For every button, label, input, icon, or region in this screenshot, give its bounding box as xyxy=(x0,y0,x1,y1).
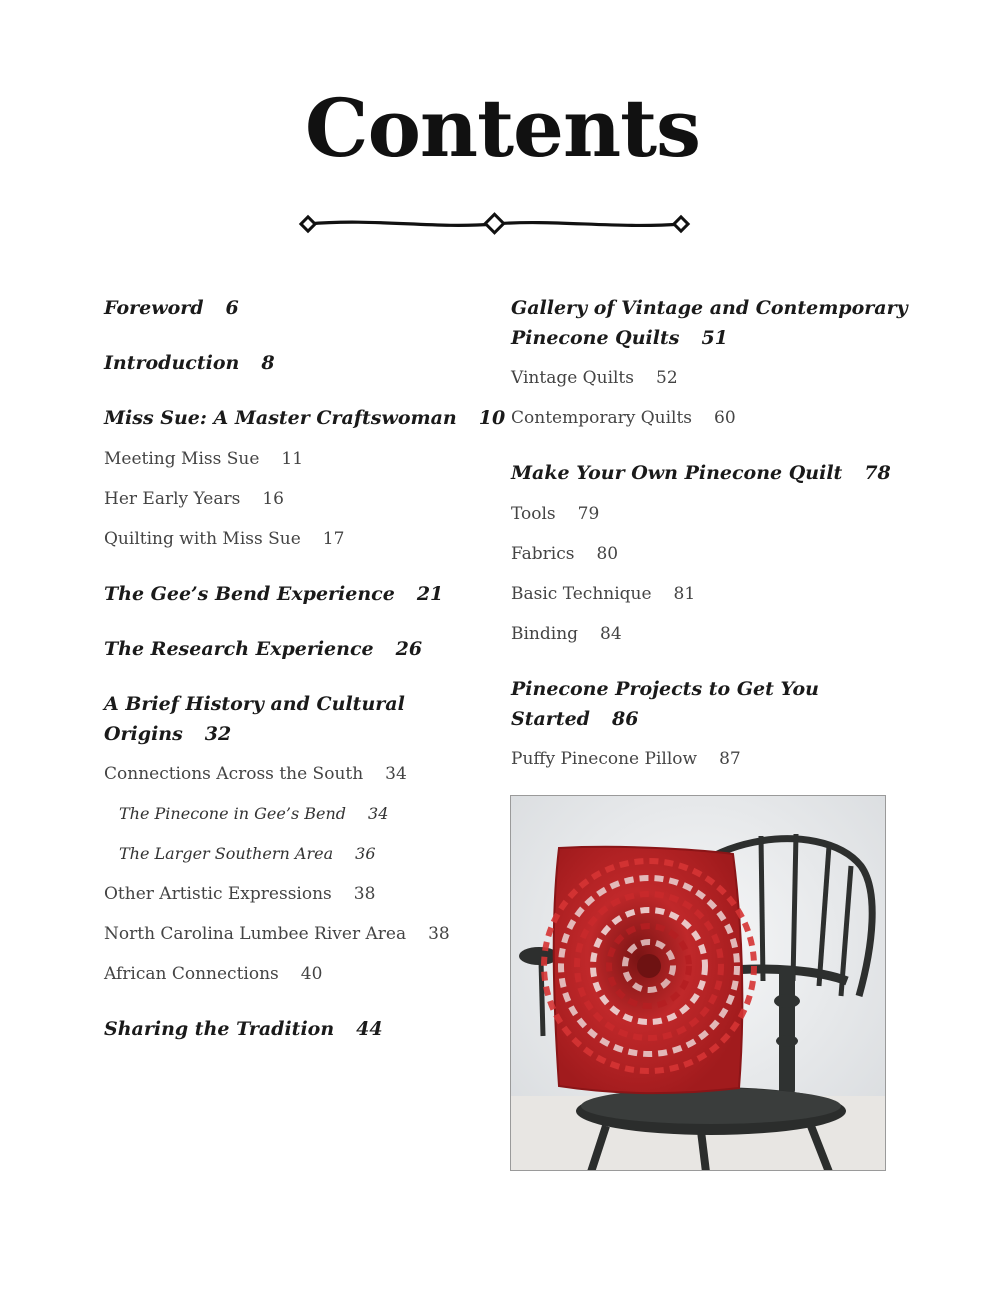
entry-title-line2: Origins xyxy=(104,723,183,745)
entry-page: 32 xyxy=(204,723,232,745)
entry-page: 86 xyxy=(611,708,639,730)
entry-title: Quilting with Miss Sue xyxy=(104,529,301,549)
toc-entry[interactable] xyxy=(104,527,344,551)
toc-entry[interactable] xyxy=(104,403,505,433)
entry-title: Other Artistic Expressions xyxy=(104,884,332,904)
ornament-divider xyxy=(294,209,696,239)
toc-entry[interactable] xyxy=(511,406,736,430)
toc-entry[interactable] xyxy=(511,502,599,526)
entry-page: 16 xyxy=(262,489,284,509)
toc-entry[interactable] xyxy=(104,689,405,749)
entry-page: 78 xyxy=(864,462,891,484)
entry-title: Contemporary Quilts xyxy=(511,408,693,428)
entry-title-line1: Gallery of Vintage and Contemporary xyxy=(511,297,908,319)
toc-entry[interactable] xyxy=(104,962,322,986)
entry-title: Her Early Years xyxy=(104,489,241,509)
entry-title: Vintage Quilts xyxy=(511,368,634,388)
entry-page: 8 xyxy=(261,352,275,374)
entry-title-line1: A Brief History and Cultural xyxy=(104,693,405,715)
entry-title: Meeting Miss Sue xyxy=(104,449,260,469)
pillow-on-chair-illustration xyxy=(511,796,886,1171)
entry-page: 17 xyxy=(322,529,345,549)
entry-page: 26 xyxy=(395,638,423,660)
entry-page: 40 xyxy=(300,964,323,984)
toc-entry[interactable] xyxy=(119,802,388,826)
entry-page: 6 xyxy=(225,297,239,319)
entry-title-line2: Started xyxy=(511,708,590,730)
toc-entry[interactable] xyxy=(104,762,407,786)
entry-page: 51 xyxy=(701,327,728,349)
entry-title: The Larger Southern Area xyxy=(119,844,334,863)
toc-entry[interactable] xyxy=(511,458,891,488)
entry-title: The Gee’s Bend Experience xyxy=(104,583,395,605)
entry-page: 11 xyxy=(281,449,304,469)
entry-title: Introduction xyxy=(104,352,240,374)
pillow-photo xyxy=(510,795,886,1171)
toc-entry[interactable] xyxy=(511,582,695,606)
entry-page: 79 xyxy=(577,504,600,524)
toc-entry[interactable] xyxy=(119,842,376,866)
entry-title: Binding xyxy=(511,624,579,644)
entry-title: The Research Experience xyxy=(104,638,374,660)
entry-page: 21 xyxy=(416,583,444,605)
toc-entry[interactable] xyxy=(511,542,618,566)
entry-page: 44 xyxy=(356,1018,383,1040)
toc-entry[interactable] xyxy=(104,293,239,323)
toc-entry[interactable] xyxy=(104,447,303,471)
entry-page: 36 xyxy=(355,844,376,863)
entry-title: Miss Sue: A Master Craftswoman xyxy=(104,407,457,429)
entry-page: 81 xyxy=(673,584,696,604)
toc-entry[interactable] xyxy=(104,634,422,664)
page-title: Contents xyxy=(304,81,701,175)
entry-page: 10 xyxy=(478,407,506,429)
toc-entry[interactable] xyxy=(104,1014,383,1044)
entry-title: Connections Across the South xyxy=(104,764,364,784)
toc-entry[interactable] xyxy=(511,366,678,390)
toc-entry[interactable] xyxy=(104,487,284,511)
entry-title-line1: Pinecone Projects to Get You xyxy=(511,678,819,700)
entry-page: 87 xyxy=(719,749,741,769)
entry-title: Tools xyxy=(511,504,556,524)
entry-page: 52 xyxy=(656,368,678,388)
entry-title: Sharing the Tradition xyxy=(104,1018,335,1040)
toc-entry[interactable] xyxy=(104,882,375,906)
entry-page: 38 xyxy=(353,884,376,904)
entry-title: Puffy Pinecone Pillow xyxy=(511,749,698,769)
entry-title: North Carolina Lumbee River Area xyxy=(104,924,407,944)
toc-entry[interactable] xyxy=(511,674,819,734)
toc-entry[interactable] xyxy=(104,922,450,946)
entry-title: Fabrics xyxy=(511,544,575,564)
entry-page: 34 xyxy=(368,804,389,823)
toc-entry[interactable] xyxy=(511,622,622,646)
entry-title: The Pinecone in Gee’s Bend xyxy=(119,804,347,823)
entry-title: African Connections xyxy=(104,964,279,984)
entry-title: Basic Technique xyxy=(511,584,652,604)
toc-entry[interactable] xyxy=(511,747,741,771)
toc-entry[interactable] xyxy=(511,293,908,353)
toc-entry[interactable] xyxy=(104,348,275,378)
toc-entry[interactable] xyxy=(104,579,443,609)
entry-page: 84 xyxy=(600,624,622,644)
entry-title-line2: Pinecone Quilts xyxy=(511,327,680,349)
entry-page: 34 xyxy=(385,764,407,784)
entry-page: 80 xyxy=(596,544,619,564)
entry-page: 60 xyxy=(714,408,736,428)
entry-title: Foreword xyxy=(104,297,204,319)
entry-page: 38 xyxy=(428,924,450,944)
entry-title: Make Your Own Pinecone Quilt xyxy=(511,462,843,484)
